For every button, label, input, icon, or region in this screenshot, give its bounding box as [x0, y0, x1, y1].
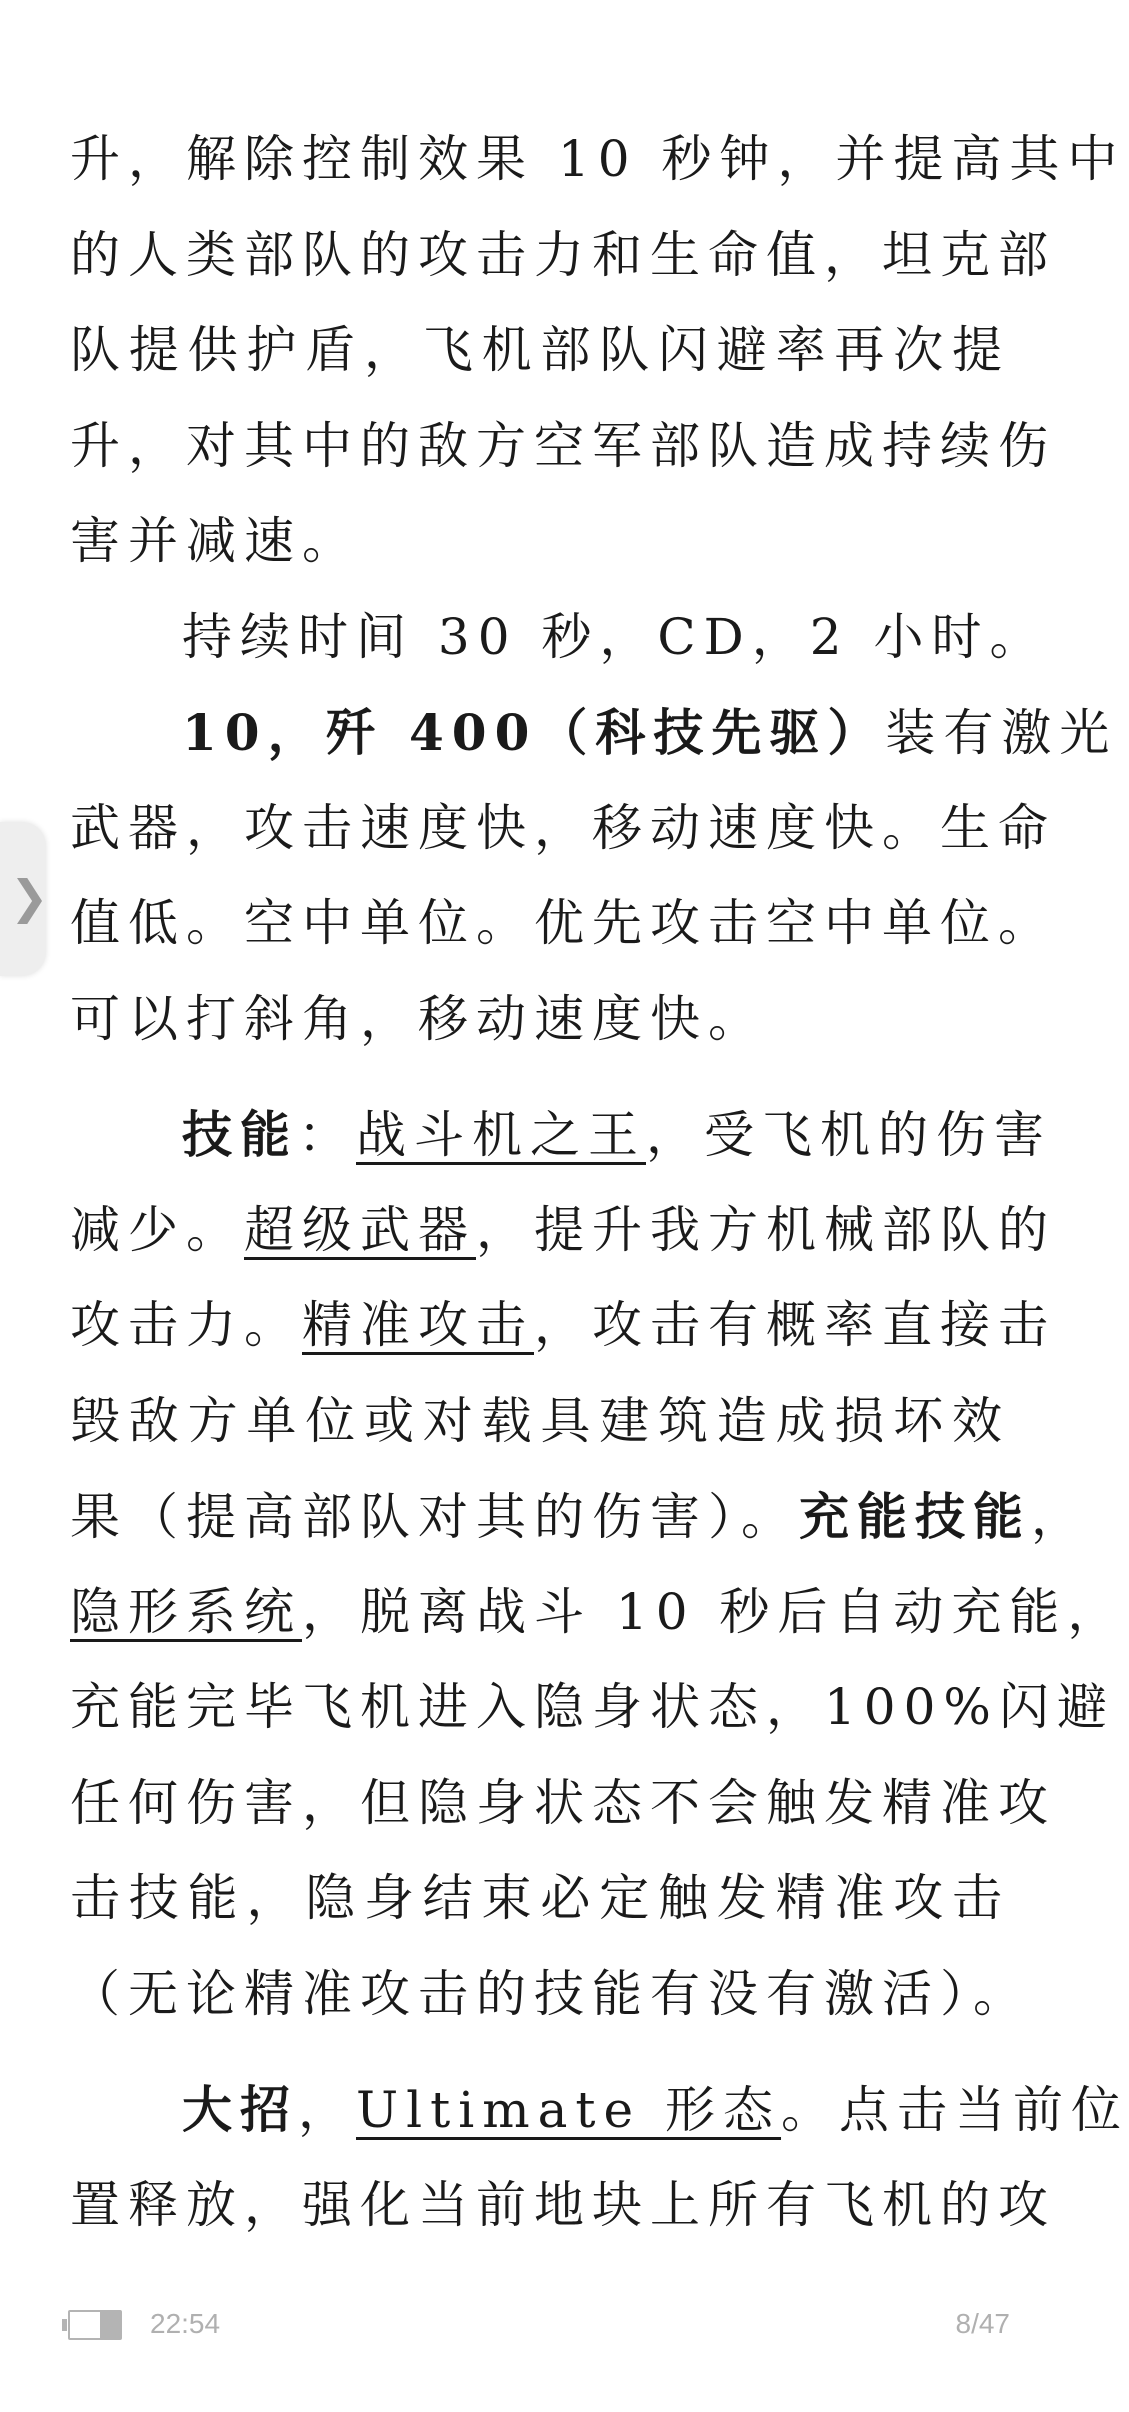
- text-line: [70, 1183, 1056, 1279]
- text-line: [70, 2062, 1129, 2158]
- charge-skill-label: 充能技能: [799, 1487, 1031, 1546]
- skill-name: 隐形系统: [70, 1582, 302, 1641]
- ultimate-label: 大招: [182, 2080, 298, 2139]
- text-line: 可以打斜角，移动速度快。: [70, 989, 766, 1048]
- next-page-tab[interactable]: [0, 822, 49, 976]
- skill-name: 战斗机之王: [356, 1106, 646, 1164]
- text-line: 武器，攻击速度快，移动速度快。生命: [70, 798, 1056, 857]
- text-line: 害并减速。: [70, 512, 360, 570]
- text-line: [70, 685, 1118, 781]
- text-span: ，: [1031, 1488, 1089, 1546]
- text-line: （无论精准攻击的技能有没有激活）。: [70, 1964, 1031, 2023]
- text-span: 减少。: [70, 1200, 244, 1259]
- text-line: 击技能，隐身结束必定触发精准攻击: [70, 1869, 1010, 1927]
- reader-status-bar: [0, 2300, 1080, 2360]
- skill-name: 超级武器: [244, 1200, 476, 1259]
- text-line: 置释放，强化当前地块上所有飞机的攻: [70, 2175, 1056, 2234]
- text-line: [70, 1469, 1089, 1565]
- unit-heading: 10，歼 400（科技先驱）: [182, 703, 886, 762]
- text-span: ：: [298, 1106, 356, 1164]
- text-span: ，提升我方机械部队的: [476, 1200, 1056, 1259]
- text-line: 持续时间 30 秒，CD，2 小时。: [182, 607, 1048, 666]
- chevron-right-icon: ❯: [10, 870, 49, 924]
- skill-label: 技能: [182, 1105, 298, 1164]
- text-span: ，受飞机的伤害: [646, 1106, 1052, 1164]
- text-span: ，: [298, 2081, 356, 2139]
- text-line: 队提供护盾，飞机部队闪避率再次提: [70, 321, 1010, 379]
- text-span: 装有激光: [885, 704, 1118, 762]
- text-line: [70, 1087, 1052, 1183]
- text-span: 果（提高部队对其的伤害）。: [70, 1488, 799, 1546]
- text-line: [70, 1565, 1126, 1661]
- skill-name: 精准攻击: [302, 1296, 534, 1354]
- text-line: 毁敌方单位或对载具建筑造成损坏效: [70, 1391, 1010, 1450]
- text-span: 。点击当前位: [781, 2081, 1129, 2139]
- text-span: ，脱离战斗 10 秒后自动充能，: [302, 1582, 1126, 1641]
- ultimate-name: Ultimate 形态: [356, 2081, 782, 2139]
- page-indicator: 8/47: [955, 2308, 1010, 2339]
- text-line: [70, 1278, 1056, 1374]
- text-span: ，攻击有概率直接击: [534, 1296, 1056, 1354]
- text-span: 攻击力。: [70, 1296, 302, 1354]
- text-line: 充能完毕飞机进入隐身状态，100%闪避: [70, 1678, 1115, 1736]
- battery-icon: [62, 2310, 124, 2340]
- text-line: 升，解除控制效果 10 秒钟，并提高其中: [70, 130, 1126, 188]
- reading-page: [70, 112, 1129, 2253]
- text-line: 任何伤害，但隐身状态不会触发精准攻: [70, 1773, 1056, 1832]
- text-line: 的人类部队的攻击力和生命值，坦克部: [70, 225, 1056, 284]
- text-line: 升，对其中的敌方空军部队造成持续伤: [70, 416, 1056, 475]
- text-line: 值低。空中单位。优先攻击空中单位。: [70, 894, 1056, 952]
- clock-time: 22:54: [150, 2308, 221, 2339]
